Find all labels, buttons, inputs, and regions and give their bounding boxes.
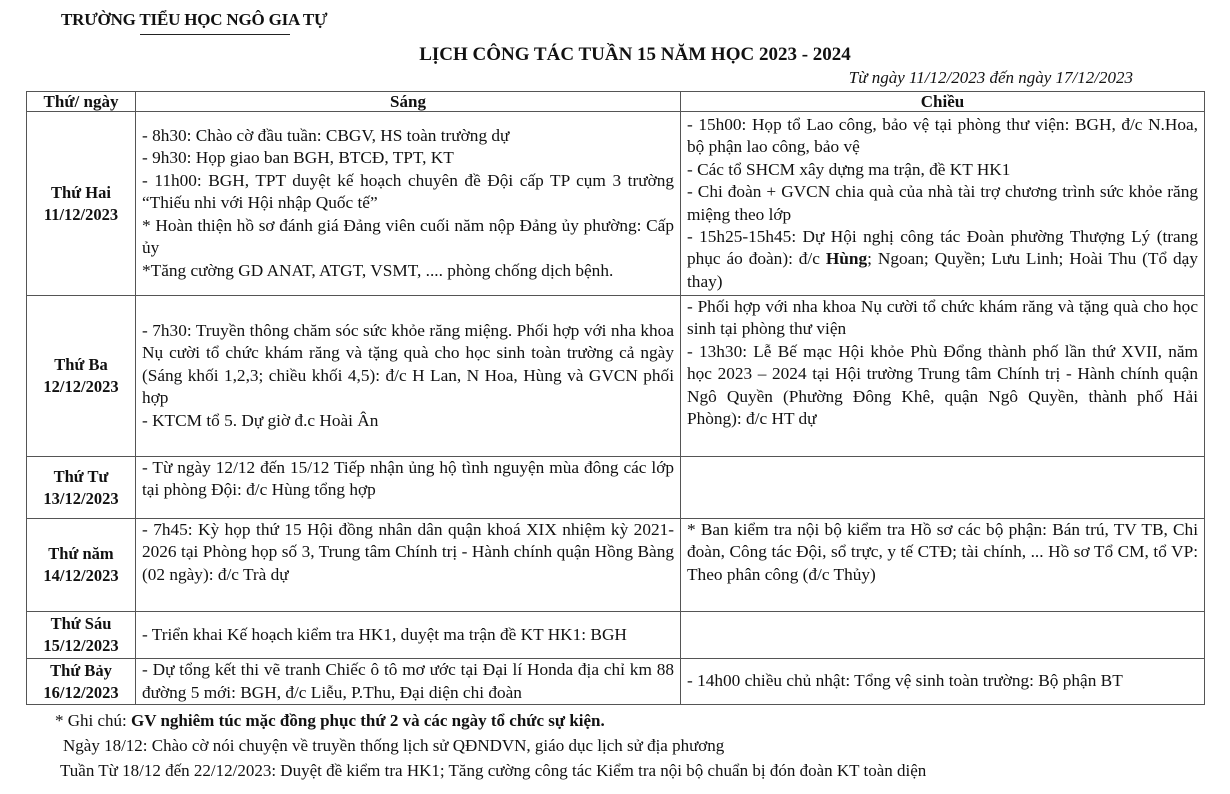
note-bold-text: GV nghiêm túc mặc đồng phục thứ 2 và các ngày tổ chức sự kiện. [131, 711, 605, 730]
table-row [27, 659, 1205, 705]
day-cell [27, 519, 136, 612]
afternoon-item-text: - 15h25-15h45: Dự Hội nghị công tác Đoàn phường Thượng Lý (trang phục áo đoàn): đ/c [687, 226, 1198, 269]
afternoon-item: - 13h30: Lễ Bế mạc Hội khỏe Phù Đổng thành phố lần thứ XVII, năm học 2023 – 2024 tại Hội trường Trung tâm Chính trị - Hành chính quận Ngô Quyền (Phường Đông Khê, quận Ngô Quyền, thành phố Hải Phòng): đ/c HT dự [687, 341, 1198, 429]
note-line-2: Ngày 18/12: Chào cờ nói chuyện về truyền thống lịch sử QĐNDVN, giáo dục lịch sử địa phương [63, 736, 725, 755]
day-cell [27, 612, 136, 659]
table-row [27, 457, 1205, 519]
day-date: 15/12/2023 [43, 636, 119, 655]
day-name: Thứ Hai [51, 182, 111, 202]
morning-cell [136, 112, 681, 296]
day-name: Thứ Tư [53, 466, 109, 486]
date-range: Từ ngày 11/12/2023 đến ngày 17/12/2023 [848, 68, 1133, 87]
morning-item: - Dự tổng kết thi vẽ tranh Chiếc ô tô mơ ước tại Đại lí Honda địa chỉ km 88 đường 5 mới: BGH, đ/c Liễu, P.Thu, Đại diện chi đoàn [142, 660, 674, 702]
afternoon-item: - Phối hợp với nha khoa Nụ cười tổ chức khám răng và tặng quà cho học sinh tại phòng thư viện [687, 297, 1198, 339]
day-date: 13/12/2023 [43, 488, 119, 508]
table-row [27, 519, 1205, 612]
day-cell [27, 112, 136, 296]
morning-item: - Từ ngày 12/12 đến 15/12 Tiếp nhận ủng hộ tình nguyện mùa đông các lớp tại phòng Đội: đ/c Hùng tổng hợp [142, 458, 674, 500]
afternoon-cell [681, 519, 1205, 612]
day-name: Thứ Bảy [50, 660, 112, 680]
day-date: 12/12/2023 [43, 377, 119, 396]
afternoon-item: - Các tổ SHCM xây dựng ma trận, đề KT HK1 [687, 159, 1011, 179]
afternoon-cell [681, 112, 1205, 296]
table-row [27, 612, 1205, 659]
day-cell [27, 296, 136, 457]
morning-cell [136, 659, 681, 705]
afternoon-cell [681, 659, 1205, 705]
page-title: LỊCH CÔNG TÁC TUẦN 15 NĂM HỌC 2023 - 2024 [419, 44, 851, 65]
school-name-underline [140, 34, 290, 35]
note-line-3: Tuần Từ 18/12 đến 22/12/2023: Duyệt đề kiểm tra HK1; Tăng cường công tác Kiểm tra nội bộ chuẩn bị đón đoàn KT toàn diện [60, 761, 927, 780]
note-line-1 [55, 708, 926, 733]
day-name: Thứ Ba [54, 355, 108, 374]
morning-item: - 11h00: BGH, TPT duyệt kế hoạch chuyên đề Đội cấp TP cụm 3 trường “Thiếu nhi với Hội nhập Quốc tế” [142, 170, 674, 213]
afternoon-cell [681, 296, 1205, 457]
day-name: Thứ năm [48, 544, 114, 563]
afternoon-item-bold-name: Hùng [825, 249, 868, 269]
school-name: TRƯỜNG TIỂU HỌC NGÔ GIA TỰ [61, 10, 328, 29]
morning-cell [136, 519, 681, 612]
table-row [27, 112, 1205, 296]
morning-item: - KTCM tổ 5. Dự giờ đ.c Hoài Ân [142, 410, 379, 430]
afternoon-cell [681, 457, 1205, 519]
afternoon-item: - Chi đoàn + GVCN chia quà của nhà tài trợ chương trình sức khỏe răng miệng theo lớp [687, 182, 1198, 224]
note-label: * Ghi chú: [55, 711, 132, 730]
notes-section [55, 708, 926, 783]
morning-item: *Tăng cường GD ANAT, ATGT, VSMT, .... phòng chống dịch bệnh. [142, 260, 614, 280]
column-header-day: Thứ/ ngày [27, 92, 136, 112]
day-cell [27, 659, 136, 705]
morning-item: - 8h30: Chào cờ đầu tuần: CBGV, HS toàn trường dự [142, 126, 510, 146]
afternoon-item: * Ban kiểm tra nội bộ kiểm tra Hồ sơ các bộ phận: Bán trú, TV TB, Chi đoàn, Công tác Đội, sổ trực, y tế CTĐ; tài chính, ... Hồ sơ Tổ CM, tổ VP: Theo phân công (đ/c Thủy) [687, 520, 1198, 584]
afternoon-item [687, 226, 1198, 293]
morning-cell [136, 612, 681, 659]
morning-item: - 9h30: Họp giao ban BGH, BTCĐ, TPT, KT [142, 148, 454, 168]
morning-cell [136, 457, 681, 519]
afternoon-item-text: ; Ngoan; Quyền; Lưu Linh; Hoài Thu (Tổ dạy thay) [687, 249, 1198, 291]
afternoon-item: - 14h00 chiều chủ nhật: Tổng vệ sinh toàn trường: Bộ phận BT [687, 671, 1123, 691]
column-header-afternoon: Chiều [681, 92, 1205, 112]
day-name: Thứ Sáu [50, 614, 112, 633]
afternoon-item: - 15h00: Họp tổ Lao công, bảo vệ tại phòng thư viện: BGH, đ/c N.Hoa, bộ phận lao công, bảo vệ [687, 114, 1198, 157]
schedule-table [26, 91, 1205, 705]
table-row [27, 296, 1205, 457]
morning-cell [136, 296, 681, 457]
column-header-morning: Sáng [136, 92, 681, 112]
day-date: 11/12/2023 [43, 204, 119, 224]
morning-item: * Hoàn thiện hồ sơ đánh giá Đảng viên cuối năm nộp Đảng ủy phường: Cấp ủy [142, 215, 674, 258]
morning-item: - 7h30: Truyền thông chăm sóc sức khỏe răng miệng. Phối hợp với nha khoa Nụ cười tổ chức khám răng và tặng quà cho học sinh toàn trường cả ngày (Sáng khối 1,2,3; chiều khối 4,5): đ/c H Lan, N Hoa, Hùng và GVCN phối hợp [142, 320, 674, 408]
afternoon-cell [681, 612, 1205, 659]
morning-item: - 7h45: Kỳ họp thứ 15 Hội đồng nhân dân quận khoá XIX nhiệm kỳ 2021-2026 tại Phòng họp số 3, Trung tâm Chính trị - Hành chính quận Hồng Bàng (02 ngày): đ/c Trà dự [142, 520, 674, 584]
day-date: 16/12/2023 [43, 682, 119, 702]
day-cell [27, 457, 136, 519]
table-header-row [27, 92, 1205, 112]
morning-item: - Triển khai Kế hoạch kiểm tra HK1, duyệt ma trận đề KT HK1: BGH [142, 624, 627, 644]
day-date: 14/12/2023 [43, 566, 119, 585]
